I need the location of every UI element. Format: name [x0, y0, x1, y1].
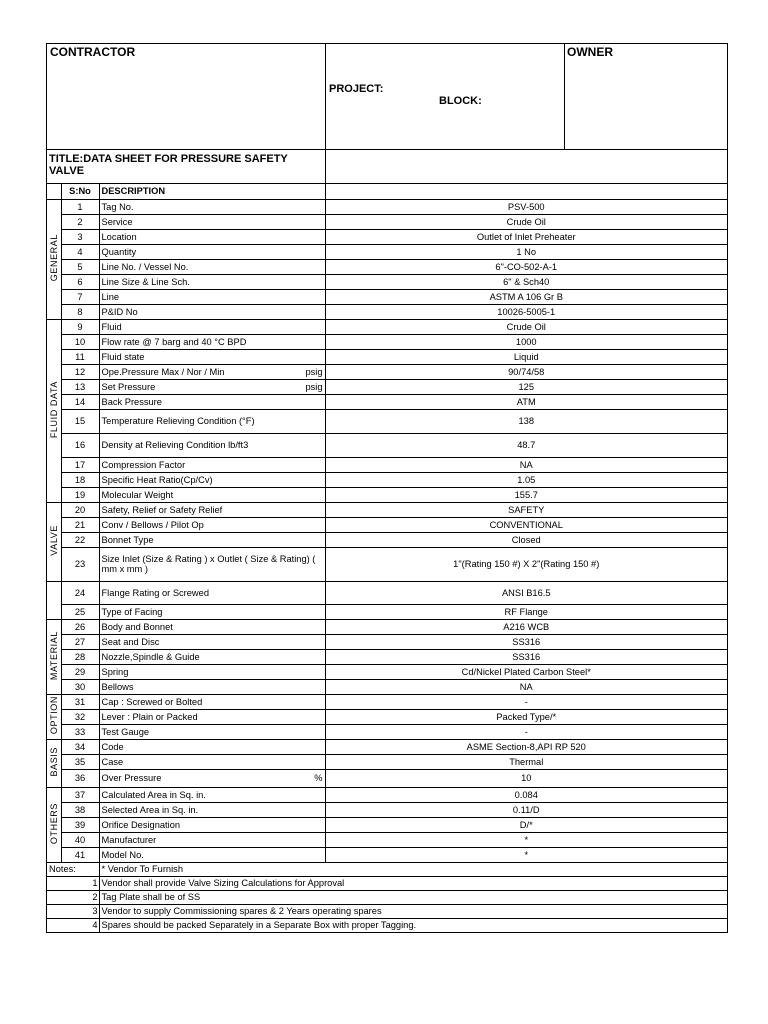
- table-row: [47, 394, 727, 409]
- row-unit: psig: [305, 381, 323, 392]
- table-row: [47, 724, 727, 739]
- row-number: 12: [61, 364, 99, 379]
- row-description: [99, 619, 325, 634]
- column-header-row: [47, 184, 727, 199]
- row-description-text: Nozzle,Spindle & Guide: [101, 651, 200, 662]
- table-row: [47, 304, 727, 319]
- row-value: D/*: [325, 817, 727, 832]
- row-number: 20: [61, 502, 99, 517]
- row-number: 19: [61, 487, 99, 502]
- row-number: 28: [61, 649, 99, 664]
- row-description-text: Spring: [101, 666, 129, 677]
- row-value: SAFETY: [325, 502, 727, 517]
- row-description: [99, 289, 325, 304]
- row-description-text: Bonnet Type: [101, 534, 154, 545]
- row-number: 33: [61, 724, 99, 739]
- row-number: 10: [61, 334, 99, 349]
- row-description: [99, 502, 325, 517]
- row-description-text: Location: [101, 231, 137, 242]
- section-valve-label: VALVE: [48, 525, 59, 556]
- row-value: 1.05: [325, 472, 727, 487]
- row-unit: psig: [305, 366, 323, 377]
- row-value: PSV-500: [325, 199, 727, 214]
- row-value: Closed: [325, 532, 727, 547]
- row-value: 10026-5005-1: [325, 304, 727, 319]
- row-value: SS316: [325, 634, 727, 649]
- row-description-text: Specific Heat Ratio(Cp/Cv): [101, 474, 213, 485]
- row-number: 26: [61, 619, 99, 634]
- row-number: 13: [61, 379, 99, 394]
- note-number: 4: [47, 918, 99, 932]
- row-number: 29: [61, 664, 99, 679]
- table-row: [47, 487, 727, 502]
- row-value: 138: [325, 409, 727, 433]
- row-description-text: Conv / Bellows / Pilot Op: [101, 519, 204, 530]
- sheet-title: TITLE:DATA SHEET FOR PRESSURE SAFETY VALVE: [49, 153, 288, 177]
- row-description: [99, 472, 325, 487]
- row-number: 36: [61, 769, 99, 787]
- row-description: [99, 787, 325, 802]
- note-row: [47, 918, 727, 932]
- row-number: 27: [61, 634, 99, 649]
- notes-label: Notes:: [47, 862, 99, 876]
- table-row: [47, 532, 727, 547]
- table-row: [47, 214, 727, 229]
- section-label-cell: [47, 199, 61, 319]
- row-number: 6: [61, 274, 99, 289]
- table-row: [47, 709, 727, 724]
- row-number: 39: [61, 817, 99, 832]
- row-description: [99, 679, 325, 694]
- row-description: [99, 214, 325, 229]
- row-description: [99, 319, 325, 334]
- value-header: [325, 184, 727, 199]
- header-block: [47, 44, 727, 150]
- table-row: [47, 604, 727, 619]
- row-number: 31: [61, 694, 99, 709]
- row-description: [99, 394, 325, 409]
- table-row: [47, 229, 727, 244]
- row-description-text: Ope.Pressure Max / Nor / Min: [101, 366, 225, 377]
- row-description-text: Temperature Relieving Condition (°F): [101, 416, 255, 426]
- row-description-text: Set Pressure: [101, 381, 156, 392]
- row-number: 15: [61, 409, 99, 433]
- row-value: ANSI B16.5: [325, 581, 727, 604]
- section-others-label: OTHERS: [48, 802, 59, 845]
- note-text: Vendor shall provide Valve Sizing Calculations for Approval: [99, 876, 727, 890]
- section-option-label: OPTION: [48, 696, 59, 735]
- row-description-text: Seat and Disc: [101, 636, 160, 647]
- table-row: [47, 634, 727, 649]
- row-description: [99, 304, 325, 319]
- row-number: 9: [61, 319, 99, 334]
- row-description: [99, 532, 325, 547]
- row-value: CONVENTIONAL: [325, 517, 727, 532]
- section-label-cell: [47, 502, 61, 581]
- table-row: [47, 754, 727, 769]
- row-value: RF Flange: [325, 604, 727, 619]
- data-table: [47, 184, 727, 932]
- row-description-text: Line Size & Line Sch.: [101, 276, 190, 287]
- row-unit: %: [314, 773, 323, 783]
- row-description: [99, 244, 325, 259]
- row-number: 17: [61, 457, 99, 472]
- row-value: Liquid: [325, 349, 727, 364]
- notes-header-row: [47, 862, 727, 876]
- row-description-text: Selected Area in Sq. in.: [101, 804, 199, 815]
- row-value: Thermal: [325, 754, 727, 769]
- table-row: [47, 502, 727, 517]
- row-description: [99, 817, 325, 832]
- row-description-text: Bellows: [101, 681, 134, 692]
- table-row: [47, 259, 727, 274]
- row-description-text: Molecular Weight: [101, 489, 174, 500]
- row-description-text: Over Pressure: [101, 773, 162, 783]
- row-description-text: Size Inlet (Size & Rating ) x Outlet ( Size & Rating) ( mm x mm ): [101, 554, 316, 574]
- row-number: 8: [61, 304, 99, 319]
- row-value: 1"(Rating 150 #) X 2"(Rating 150 #): [325, 547, 727, 581]
- note-row: [47, 876, 727, 890]
- header-blank: [47, 184, 61, 199]
- row-number: 4: [61, 244, 99, 259]
- row-value: 155.7: [325, 487, 727, 502]
- row-value: ATM: [325, 394, 727, 409]
- row-description: [99, 832, 325, 847]
- row-value: 10: [325, 769, 727, 787]
- row-description-text: Body and Bonnet: [101, 621, 173, 632]
- block-label: BLOCK:: [439, 95, 482, 107]
- row-description-text: Calculated Area in Sq. in.: [101, 789, 206, 800]
- row-description: [99, 754, 325, 769]
- table-row: [47, 274, 727, 289]
- row-number: 41: [61, 847, 99, 862]
- project-label: PROJECT:: [329, 83, 384, 95]
- table-row: [47, 649, 727, 664]
- description-header: DESCRIPTION: [99, 184, 325, 199]
- table-row: [47, 517, 727, 532]
- table-row: [47, 739, 727, 754]
- section-label-cell: [47, 694, 61, 739]
- note-number: 2: [47, 890, 99, 904]
- row-description: [99, 349, 325, 364]
- row-value: -: [325, 724, 727, 739]
- row-description: [99, 802, 325, 817]
- row-description: [99, 409, 325, 433]
- table-row: [47, 769, 727, 787]
- row-number: 7: [61, 289, 99, 304]
- row-description-text: Service: [101, 216, 133, 227]
- section-general-label: GENERAL: [48, 234, 59, 282]
- table-row: [47, 802, 727, 817]
- row-number: 35: [61, 754, 99, 769]
- row-description: [99, 364, 325, 379]
- row-number: 38: [61, 802, 99, 817]
- row-value: A216 WCB: [325, 619, 727, 634]
- section-material-label: MATERIAL: [48, 630, 59, 681]
- row-description-text: Safety, Relief or Safety Relief: [101, 504, 223, 515]
- row-value: 1 No: [325, 244, 727, 259]
- row-description: [99, 379, 325, 394]
- row-number: 2: [61, 214, 99, 229]
- row-description-text: Density at Relieving Condition lb/ft3: [101, 440, 249, 450]
- row-description-text: Flow rate @ 7 barg and 40 °C BPD: [101, 336, 247, 347]
- title-bar: [47, 150, 727, 184]
- table-row: [47, 679, 727, 694]
- row-description: [99, 229, 325, 244]
- row-number: 25: [61, 604, 99, 619]
- section-label-cell: [47, 619, 61, 694]
- note-text: Tag Plate shall be of SS: [99, 890, 727, 904]
- row-value: 0.11/D: [325, 802, 727, 817]
- table-row: [47, 847, 727, 862]
- row-description-text: Line: [101, 291, 120, 302]
- row-number: 30: [61, 679, 99, 694]
- row-description: [99, 724, 325, 739]
- note-number: 1: [47, 876, 99, 890]
- row-description-text: Flange Rating or Screwed: [101, 587, 209, 598]
- section-label-cell: [47, 581, 61, 619]
- table-row: [47, 379, 727, 394]
- table-row: [47, 244, 727, 259]
- row-description-text: Test Gauge: [101, 726, 150, 737]
- row-description: [99, 487, 325, 502]
- row-value: ASME Section-8,API RP 520: [325, 739, 727, 754]
- row-description-text: Model No.: [101, 849, 144, 860]
- note-number: 3: [47, 904, 99, 918]
- row-description: [99, 334, 325, 349]
- row-number: 16: [61, 433, 99, 457]
- row-description: [99, 694, 325, 709]
- row-description: [99, 517, 325, 532]
- row-number: 21: [61, 517, 99, 532]
- row-description-text: Line No. / Vessel No.: [101, 261, 189, 272]
- row-number: 18: [61, 472, 99, 487]
- table-row: [47, 433, 727, 457]
- row-description: [99, 664, 325, 679]
- row-number: 37: [61, 787, 99, 802]
- row-value: Crude Oil: [325, 319, 727, 334]
- row-description: [99, 199, 325, 214]
- row-value: 48.7: [325, 433, 727, 457]
- row-value: ASTM A 106 Gr B: [325, 289, 727, 304]
- section-basis-label: BASIS: [48, 747, 59, 777]
- table-row: [47, 547, 727, 581]
- row-description: [99, 604, 325, 619]
- sno-header: S:No: [61, 184, 99, 199]
- notes-star-legend: * Vendor To Furnish: [99, 862, 727, 876]
- row-number: 24: [61, 581, 99, 604]
- owner-label: OWNER: [567, 45, 613, 59]
- row-description: [99, 769, 325, 787]
- row-number: 40: [61, 832, 99, 847]
- row-description-text: Type of Facing: [101, 606, 163, 617]
- table-row: [47, 694, 727, 709]
- table-row: [47, 349, 727, 364]
- row-description-text: Orifice Designation: [101, 819, 181, 830]
- row-description-text: Tag No.: [101, 201, 134, 212]
- row-value: Cd/Nickel Plated Carbon Steel*: [325, 664, 727, 679]
- table-row: [47, 619, 727, 634]
- row-description-text: Fluid: [101, 321, 122, 332]
- row-value: *: [325, 832, 727, 847]
- row-description: [99, 581, 325, 604]
- row-description: [99, 547, 325, 581]
- row-number: 1: [61, 199, 99, 214]
- row-number: 11: [61, 349, 99, 364]
- table-row: [47, 817, 727, 832]
- table-row: [47, 664, 727, 679]
- row-value: *: [325, 847, 727, 862]
- row-description-text: Lever : Plain or Packed: [101, 711, 198, 722]
- row-description-text: Back Pressure: [101, 396, 162, 407]
- data-sheet: [46, 43, 728, 933]
- note-row: [47, 904, 727, 918]
- row-number: 23: [61, 547, 99, 581]
- row-value: SS316: [325, 649, 727, 664]
- table-row: [47, 409, 727, 433]
- section-label-cell: [47, 787, 61, 862]
- row-description: [99, 259, 325, 274]
- row-description-text: P&ID No: [101, 306, 138, 317]
- row-value: Packed Type/*: [325, 709, 727, 724]
- row-number: 14: [61, 394, 99, 409]
- row-number: 32: [61, 709, 99, 724]
- row-description-text: Quantity: [101, 246, 137, 257]
- row-value: -: [325, 694, 727, 709]
- table-row: [47, 787, 727, 802]
- note-row: [47, 890, 727, 904]
- row-value: 6" & Sch40: [325, 274, 727, 289]
- table-row: [47, 364, 727, 379]
- row-number: 5: [61, 259, 99, 274]
- row-value: 125: [325, 379, 727, 394]
- table-row: [47, 457, 727, 472]
- table-row: [47, 334, 727, 349]
- table-row: [47, 289, 727, 304]
- contractor-label: CONTRACTOR: [50, 45, 136, 59]
- row-description: [99, 433, 325, 457]
- row-description-text: Case: [101, 756, 124, 767]
- row-description: [99, 739, 325, 754]
- table-row: [47, 319, 727, 334]
- row-number: 34: [61, 739, 99, 754]
- row-description-text: Cap : Screwed or Bolted: [101, 696, 203, 707]
- row-value: Crude Oil: [325, 214, 727, 229]
- row-description: [99, 274, 325, 289]
- row-description: [99, 457, 325, 472]
- row-value: 90/74/58: [325, 364, 727, 379]
- row-description: [99, 847, 325, 862]
- table-row: [47, 832, 727, 847]
- row-value: NA: [325, 679, 727, 694]
- table-row: [47, 472, 727, 487]
- section-label-cell: [47, 739, 61, 787]
- row-description: [99, 649, 325, 664]
- section-label-cell: [47, 319, 61, 502]
- row-value: 6"-CO-502-A-1: [325, 259, 727, 274]
- row-description-text: Compression Factor: [101, 459, 186, 470]
- row-value: 0.084: [325, 787, 727, 802]
- row-number: 22: [61, 532, 99, 547]
- section-fluid-data-label: FLUID DATA: [48, 380, 59, 439]
- row-value: NA: [325, 457, 727, 472]
- row-description-text: Manufacturer: [101, 834, 157, 845]
- row-description-text: Code: [101, 741, 124, 752]
- row-description-text: Fluid state: [101, 351, 145, 362]
- note-text: Spares should be packed Separately in a Separate Box with proper Tagging.: [99, 918, 727, 932]
- row-number: 3: [61, 229, 99, 244]
- row-description: [99, 634, 325, 649]
- row-value: 1000: [325, 334, 727, 349]
- row-value: Outlet of Inlet Preheater: [325, 229, 727, 244]
- note-text: Vendor to supply Commissioning spares & 2 Years operating spares: [99, 904, 727, 918]
- table-row: [47, 581, 727, 604]
- table-row: [47, 199, 727, 214]
- row-description: [99, 709, 325, 724]
